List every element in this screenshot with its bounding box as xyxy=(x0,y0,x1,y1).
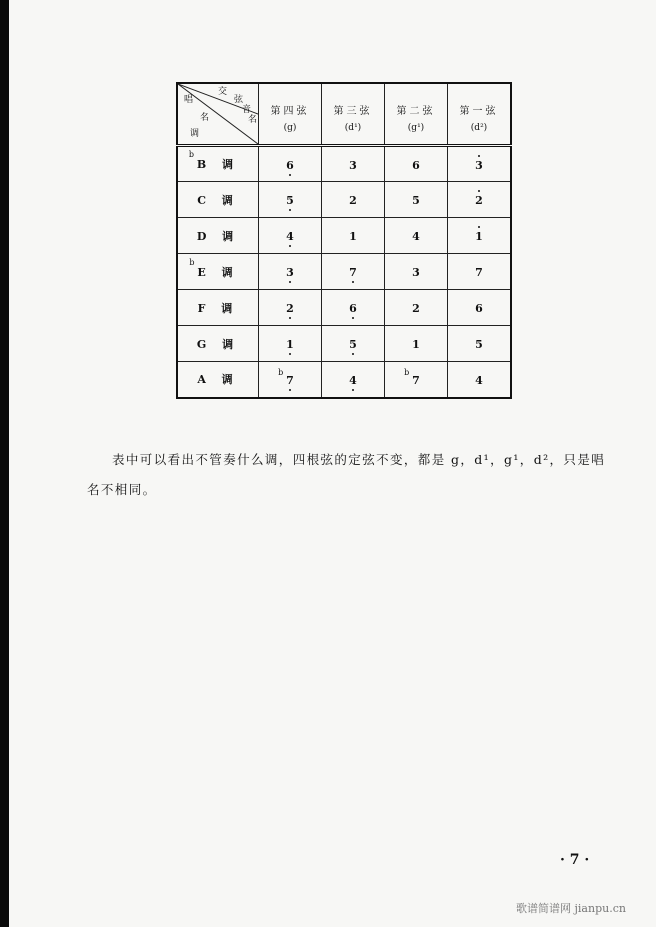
solfa-note xyxy=(348,335,358,354)
solfa-note xyxy=(285,335,295,354)
note-cell xyxy=(322,146,385,182)
flat-sign: b xyxy=(404,367,410,377)
note-cell xyxy=(448,182,512,218)
note-cell xyxy=(448,362,512,398)
flat-sign: b xyxy=(278,367,284,377)
note-digit: 3 xyxy=(286,266,294,279)
solfa-note xyxy=(411,335,421,354)
key-name: C 调 xyxy=(197,193,239,207)
solfa-note xyxy=(348,156,358,175)
note-cell xyxy=(385,362,448,398)
solfa-note xyxy=(285,263,295,282)
table-row xyxy=(177,362,511,398)
note-cell xyxy=(385,182,448,218)
note-cell xyxy=(385,254,448,290)
key-name: A 调 xyxy=(197,373,239,387)
note-cell xyxy=(448,254,512,290)
solfa-note xyxy=(411,156,421,175)
key-cell xyxy=(177,254,259,290)
note-digit: 7 xyxy=(349,266,357,279)
note-cell xyxy=(322,362,385,398)
corner-label: 名 xyxy=(248,115,258,125)
string-header-3 xyxy=(322,83,385,146)
key-label xyxy=(197,297,240,319)
note-digit: 3 xyxy=(475,158,483,172)
note-digit: 6 xyxy=(349,302,357,315)
string-pitch: (g¹) xyxy=(407,122,425,133)
table-row xyxy=(177,254,511,290)
note-digit: 7 xyxy=(475,266,483,279)
note-digit: 6 xyxy=(286,158,294,172)
note-cell xyxy=(448,290,512,326)
note-digit: 6 xyxy=(475,302,483,315)
note-cell xyxy=(385,218,448,254)
solfa-note xyxy=(278,367,295,390)
note-digit: 1 xyxy=(412,338,420,351)
note-cell xyxy=(322,290,385,326)
table-header-row xyxy=(177,83,511,146)
note-digit: 5 xyxy=(349,338,357,351)
string-name: 第一弦 xyxy=(459,105,499,117)
solfa-note xyxy=(474,263,484,282)
solfa-note xyxy=(474,191,484,210)
key-name: F 调 xyxy=(197,301,239,315)
note-digit: 3 xyxy=(349,158,357,172)
note-digit: 2 xyxy=(412,302,420,315)
solfa-note xyxy=(348,227,358,246)
key-cell xyxy=(177,362,259,398)
key-label xyxy=(196,333,240,355)
string-name: 第三弦 xyxy=(333,105,373,117)
note-digit: 1 xyxy=(286,338,294,351)
solfa-note xyxy=(474,299,484,318)
string-pitch: (d¹) xyxy=(344,122,362,133)
solfa-note xyxy=(285,299,295,318)
solfa-note xyxy=(474,227,484,246)
note-cell xyxy=(322,182,385,218)
solfa-note xyxy=(348,371,358,390)
corner-label: 唱 xyxy=(184,95,194,105)
solfa-note xyxy=(411,263,421,282)
string-name: 第二弦 xyxy=(396,105,436,117)
table-row xyxy=(177,326,511,362)
key-name: E 调 xyxy=(197,265,239,279)
solfa-note xyxy=(411,227,421,246)
solfa-note xyxy=(411,191,421,210)
string-name: 第四弦 xyxy=(270,105,310,117)
solfa-note xyxy=(474,156,484,175)
note-digit: 3 xyxy=(412,266,420,279)
note-digit: 1 xyxy=(475,230,483,243)
note-cell xyxy=(259,290,322,326)
key-label xyxy=(188,150,240,175)
solfa-note xyxy=(285,156,295,175)
table-row xyxy=(177,146,511,182)
note-digit: 7 xyxy=(412,373,420,387)
note-cell xyxy=(259,362,322,398)
key-label xyxy=(189,257,239,283)
explanation-paragraph: 表中可以看出不管奏什么调，四根弦的定弦不变，都是 g，d¹，g¹，d²，只是唱名不相同。 xyxy=(87,451,606,497)
note-cell xyxy=(259,326,322,362)
note-cell xyxy=(259,254,322,290)
solfa-note xyxy=(404,367,421,390)
string-solfa-table xyxy=(176,82,512,399)
note-digit: 2 xyxy=(286,302,294,315)
note-digit: 4 xyxy=(475,373,483,387)
key-name: D 调 xyxy=(196,229,240,243)
key-cell xyxy=(177,218,259,254)
key-cell xyxy=(177,290,259,326)
note-cell xyxy=(385,290,448,326)
string-header-4 xyxy=(259,83,322,146)
corner-header-cell xyxy=(177,83,259,146)
flat-sign: b xyxy=(188,150,201,159)
note-cell xyxy=(322,254,385,290)
note-cell xyxy=(322,218,385,254)
corner-label: 音 xyxy=(242,105,252,115)
corner-label: 交 xyxy=(218,87,228,97)
table-body xyxy=(177,146,511,398)
solfa-note xyxy=(411,299,421,318)
note-digit: 4 xyxy=(286,230,294,243)
note-cell xyxy=(259,146,322,182)
string-pitch: (d²) xyxy=(470,122,488,133)
note-digit: 2 xyxy=(349,194,357,207)
note-cell xyxy=(385,326,448,362)
string-pitch: (g) xyxy=(283,122,297,133)
key-label xyxy=(196,225,240,247)
note-cell xyxy=(448,146,512,182)
key-label xyxy=(196,368,239,390)
note-cell xyxy=(448,218,512,254)
key-name: G 调 xyxy=(196,337,240,351)
note-digit: 2 xyxy=(475,194,483,207)
table-row xyxy=(177,182,511,218)
note-cell xyxy=(259,218,322,254)
solfa-note xyxy=(474,335,484,354)
note-digit: 5 xyxy=(286,194,294,207)
key-cell xyxy=(177,326,259,362)
note-cell xyxy=(322,326,385,362)
note-digit: 6 xyxy=(412,158,420,172)
flat-sign: b xyxy=(189,257,201,267)
note-digit: 5 xyxy=(412,194,420,207)
corner-label: 调 xyxy=(190,129,200,139)
string-header-1 xyxy=(448,83,512,146)
note-digit: 1 xyxy=(349,230,357,243)
note-digit: 5 xyxy=(475,338,483,351)
note-cell xyxy=(259,182,322,218)
string-header-2 xyxy=(385,83,448,146)
key-cell xyxy=(177,182,259,218)
solfa-note xyxy=(348,263,358,282)
note-cell xyxy=(448,326,512,362)
solfa-note xyxy=(285,191,295,210)
note-digit: 7 xyxy=(286,373,294,387)
corner-label: 名 xyxy=(200,113,210,123)
page-number: · 7 · xyxy=(560,852,590,868)
note-cell xyxy=(385,146,448,182)
table-row xyxy=(177,218,511,254)
solfa-note xyxy=(348,191,358,210)
site-watermark: 歌谱简谱网 jianpu.cn xyxy=(516,902,626,915)
key-label xyxy=(196,189,240,211)
corner-label: 弦 xyxy=(234,95,244,105)
table-row xyxy=(177,290,511,326)
note-digit: 4 xyxy=(349,373,357,387)
solfa-note xyxy=(348,299,358,318)
scan-edge xyxy=(0,0,9,927)
solfa-note xyxy=(285,227,295,246)
key-cell xyxy=(177,146,259,182)
solfa-note xyxy=(474,371,484,390)
key-name: B 调 xyxy=(196,158,240,171)
note-digit: 4 xyxy=(412,230,420,243)
